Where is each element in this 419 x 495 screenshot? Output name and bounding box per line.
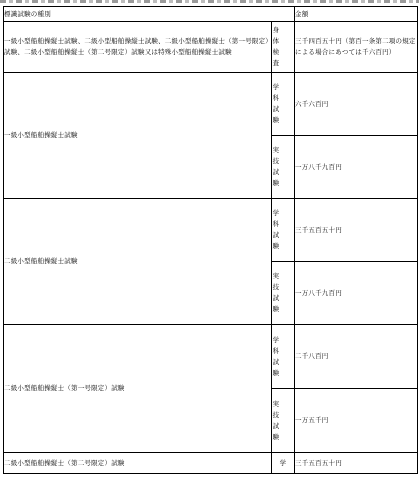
table-row: [4, 325, 418, 389]
table-row: [4, 73, 418, 136]
exam-type: 学科試験: [272, 325, 295, 389]
table-row: [4, 199, 418, 262]
table-row: [4, 22, 418, 73]
exam-name: 一級小型船舶操縦士試験: [4, 73, 272, 199]
exam-name: 二級小型船舶操縦士（第一号限定）試験: [4, 325, 272, 453]
exam-type: 身体検査: [272, 22, 295, 73]
exam-amount: 三千四百五十円（第百一条第二項の規定による場合にあつては千六百円）: [295, 22, 418, 73]
exam-amount: 一万五千円: [295, 389, 418, 453]
header-category: 標識試験の種別: [4, 7, 295, 22]
top-cropped-text-strip: [0, 0, 419, 3]
fee-table: [3, 6, 418, 474]
exam-type: 学: [272, 453, 295, 474]
header-amount: 金額: [295, 7, 418, 22]
exam-type: 実技試験: [272, 262, 295, 325]
exam-type: 実技試験: [272, 136, 295, 199]
table-header-row: [4, 7, 418, 22]
exam-amount: 二千八百円: [295, 325, 418, 389]
exam-amount: 三千五百五十円: [295, 199, 418, 262]
exam-amount: 三千五百五十円: [295, 453, 418, 474]
exam-type: 学科試験: [272, 73, 295, 136]
exam-name: 二級小型船舶操縦士試験: [4, 199, 272, 325]
exam-type: 学科試験: [272, 199, 295, 262]
exam-amount: 一万八千九百円: [295, 262, 418, 325]
exam-amount: 六千六百円: [295, 73, 418, 136]
exam-name: 二級小型船舶操縦士（第二号限定）試験: [4, 453, 272, 474]
table-row: [4, 453, 418, 474]
exam-name: 一級小型船舶操縦士試験、二級小型船舶操縦士試験、二級小型船舶操縦士（第一号限定）試験、二級小型船舶操縦士（第二号限定）試験又は特殊小型船舶操縦士試験: [4, 22, 272, 73]
exam-amount: 一万八千九百円: [295, 136, 418, 199]
exam-type: 実技試験: [272, 389, 295, 453]
